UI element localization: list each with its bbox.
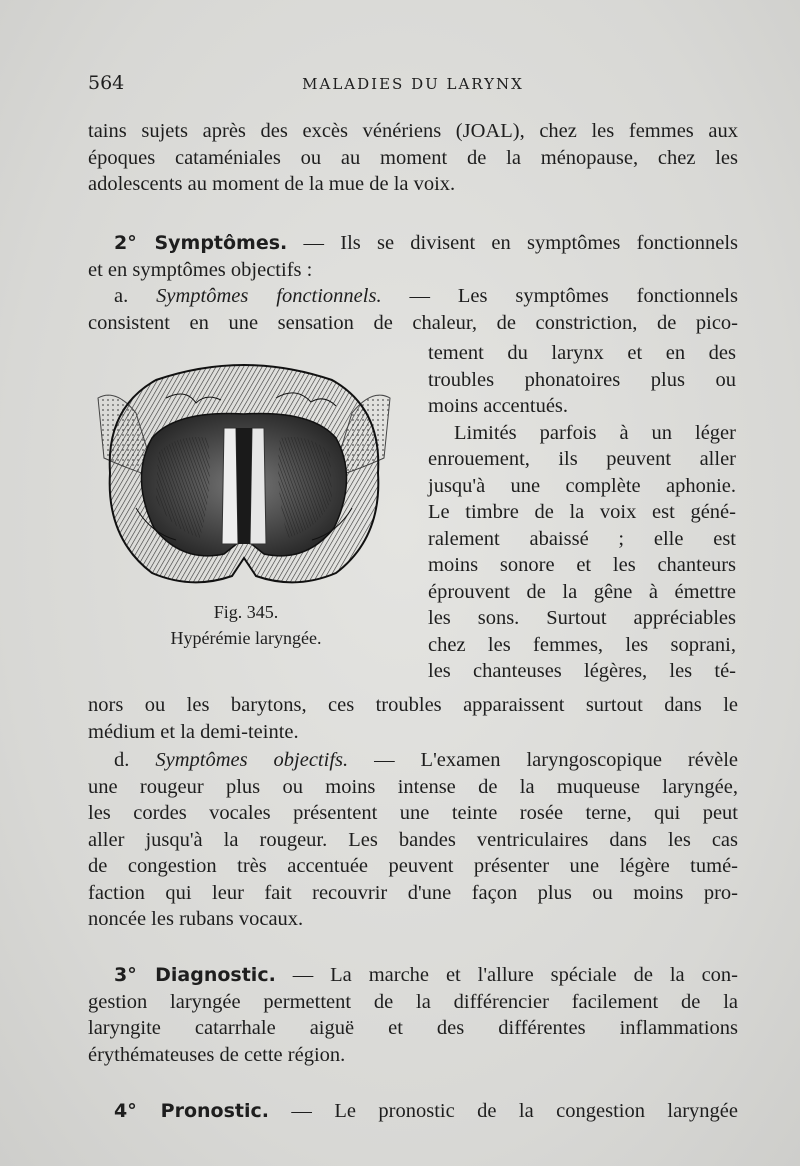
text-line [88,230,738,257]
text-line: adolescents au moment de la mue de la voix. [88,173,456,195]
list-label: a. [114,285,129,307]
text-span: — Le pronostic de la congestion laryngée [268,1100,738,1122]
subsection-title: Symptômes objectifs. [155,749,349,771]
text-line: enrouement, ils peuvent aller [428,448,736,470]
text-line: Le timbre de la voix est géné- [428,501,736,523]
running-title: MALADIES DU LARYNX [302,75,524,93]
text-line: laryngite catarrhale aiguë et des différentes inflammations [88,1017,738,1039]
section-objectifs [88,747,738,933]
text-beside-figure [428,340,736,685]
text-line: érythémateuses de cette région. [88,1043,346,1066]
text-line: faction qui leur fait recouvrir d'une façon plus ou moins pro- [88,881,738,904]
section-heading: 3° Diagnostic. [114,964,276,986]
list-label: d. [114,749,130,771]
text-line: tains sujets après des excès vénériens (JOAL), chez les femmes aux [88,120,738,142]
section-symptomes [88,230,738,336]
text-span: — Ils se divisent en symptômes fonctionnels [287,232,738,254]
text-line: jusqu'à une complète aphonie. [428,474,736,497]
text-line: de congestion très accentuée peuvent présenter une légère tumé- [88,855,738,877]
section-pronostic [88,1098,738,1125]
figure-caption: Hypérémie laryngée. [170,628,322,648]
subsection-title: Symptômes fonctionnels. [156,285,382,307]
section-heading: 4° Pronostic. [114,1100,269,1122]
text-line: une rougeur plus ou moins intense de la muqueuse laryngée, [88,775,738,798]
text-line [88,1098,738,1125]
text-line: noncée les rubans vocaux. [88,908,304,930]
larynx-drawing [96,358,392,588]
text-line: moins sonore et les chanteurs [428,554,736,576]
text-line: éprouvent de la gêne à émettre [428,580,736,603]
text-line: aller jusqu'à la rougeur. Les bandes ventriculaires dans les cas [88,828,738,851]
page-header [88,72,738,102]
text-line: moins accentués. [428,395,569,417]
text-line: époques cataméniales ou au moment de la ménopause, chez les [88,146,738,169]
text-line: nors ou les barytons, ces troubles apparaissent surtout dans le [88,694,738,716]
text-line [88,747,738,774]
figure-number: Fig. 345. [213,602,279,622]
page-number: 564 [88,72,125,94]
text-line [88,283,738,310]
text-line: les cordes vocales présentent une teinte rosée terne, qui peut [88,802,738,824]
section-heading: 2° Symptômes. [114,232,288,254]
text-line: consistent en une sensation de chaleur, de constriction, de pico- [88,311,738,334]
text-line: les sons. Surtout appréciables [428,607,736,629]
section-diagnostic [88,962,738,1068]
text-line [88,962,738,989]
text-line: gestion laryngée permettent de la différencier facilement de la [88,990,738,1013]
text-line: chez les femmes, les soprani, [428,633,736,656]
text-line: les chanteuses légères, les té- [428,660,736,682]
paragraph-intro [88,118,738,198]
text-line: Limités parfois à un léger [454,421,736,444]
text-line: tement du larynx et en des [428,342,736,364]
text-span: — Les symptômes fonctionnels [381,285,738,307]
text-line: ralement abaissé ; elle est [428,527,736,550]
text-line: et en symptômes objectifs : [88,258,313,281]
larynx-illustration [96,358,392,588]
text-line: médium et la demi-teinte. [88,720,299,743]
text-span: — L'examen laryngoscopique révèle [348,749,738,771]
paragraph-after-figure [88,692,738,745]
text-line: troubles phonatoires plus ou [428,368,736,391]
text-span: — La marche et l'allure spéciale de la con- [275,964,738,986]
